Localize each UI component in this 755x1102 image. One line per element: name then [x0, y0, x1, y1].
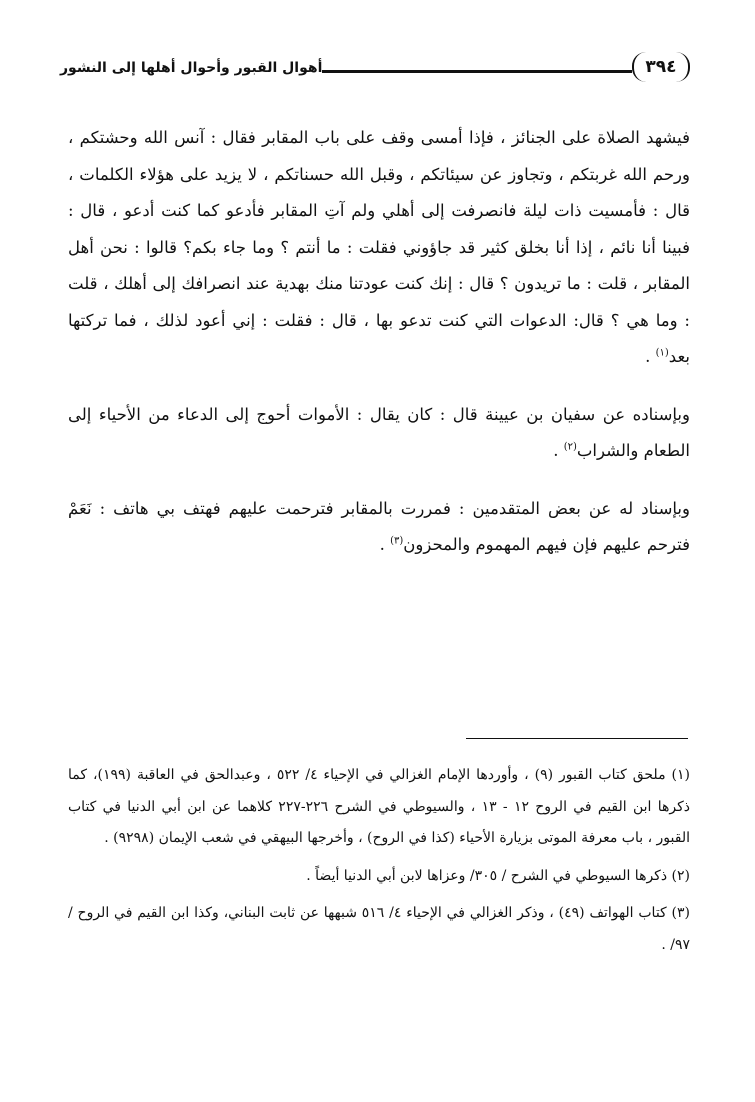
- end-mark: .: [553, 441, 559, 460]
- header-rule: [322, 70, 632, 73]
- footnote-2: (٢) ذكرها السيوطي في الشرح / ٣٠٥/ وعزاها لابن أبي الدنيا أيضاً .: [306, 867, 690, 884]
- page-number: ٣٩٤: [632, 52, 690, 82]
- main-text: [68, 120, 690, 585]
- running-header: [60, 58, 690, 92]
- end-mark: .: [379, 535, 385, 554]
- footnotes-section: [68, 760, 690, 967]
- footnote-3: (٣) كتاب الهواتف (٤٩) ، وذكر الغزالي في الإحياء ٤/ ٥١٦ شبهها عن ثابت البناني، وكذا ابن القيم في الروح / ٩٧/ .: [68, 905, 690, 953]
- running-title: أهوال القبور وأحوال أهلها إلى النشور: [60, 60, 323, 76]
- paragraph-text: وبإسناد له عن بعض المتقدمين : فمررت بالمقابر فترحمت عليهم فهتف بي هاتف : نَعَمْ فترحم عليهم فإن فيهم المهموم والمحزون: [68, 498, 690, 554]
- footnote-1: (١) ملحق كتاب القبور (٩) ، وأوردها الإمام الغزالي في الإحياء ٤/ ٥٢٢ ، وعبدالحق في العاقبة (١٩٩)، كما ذكرها ابن القيم في الروح ١٢ - ١٣ ، والسيوطي في الشرح ٢٢٦-٢٢٧ كلاهما عن ابن أبي الدنيا في كتاب القبور ، باب معرفة الموتى بزيارة الأحياء (كذا في الروح) ، وأخرجها البيهقي في شعب الإيمان (٩٢٩٨) .: [68, 767, 690, 846]
- paragraph-1: [68, 120, 690, 376]
- footnote-ref-2: (٢): [563, 441, 577, 453]
- paragraph-3: [68, 491, 690, 564]
- paragraph-text: فيشهد الصلاة على الجنائز ، فإذا أمسى وقف على باب المقابر فقال : آنس الله وحشتكم ، ورحم الله غربتكم ، وتجاوز عن سيئاتكم ، وقبل الله حسناتكم ، لا يزيد على هؤلاء الكلمات ، قال : فأمسيت ذات ليلة فانصرفت إلى أهلي ولم آتِ المقابر فأدعو كما كنت أدعو ، قال : فبينا أنا نائم ، إذا أنا بخلق كثير قد جاؤوني فقلت : ما أنتم ؟ وما جاء بكم؟ قالوا : نحن أهل المقابر ، قلت : ما تريدون ؟ قال : إنك كنت عودتنا منك بهدية عند انصرافك إلى أهلك ، قلت : وما هي ؟ قال: الدعوات التي كنت تدعو بها ، قال : فقلت : إني أعود لذلك ، فما تركتها بعد: [68, 128, 690, 366]
- end-mark: .: [645, 347, 651, 366]
- footnote-separator: [466, 738, 688, 739]
- footnote-ref-3: (٣): [390, 535, 404, 547]
- paragraph-text: وبإسناده عن سفيان بن عيينة قال : كان يقال : الأموات أحوج إلى الدعاء من الأحياء إلى الطعام والشراب: [68, 404, 690, 460]
- footnote-ref-1: (١): [655, 347, 669, 359]
- paragraph-2: [68, 397, 690, 470]
